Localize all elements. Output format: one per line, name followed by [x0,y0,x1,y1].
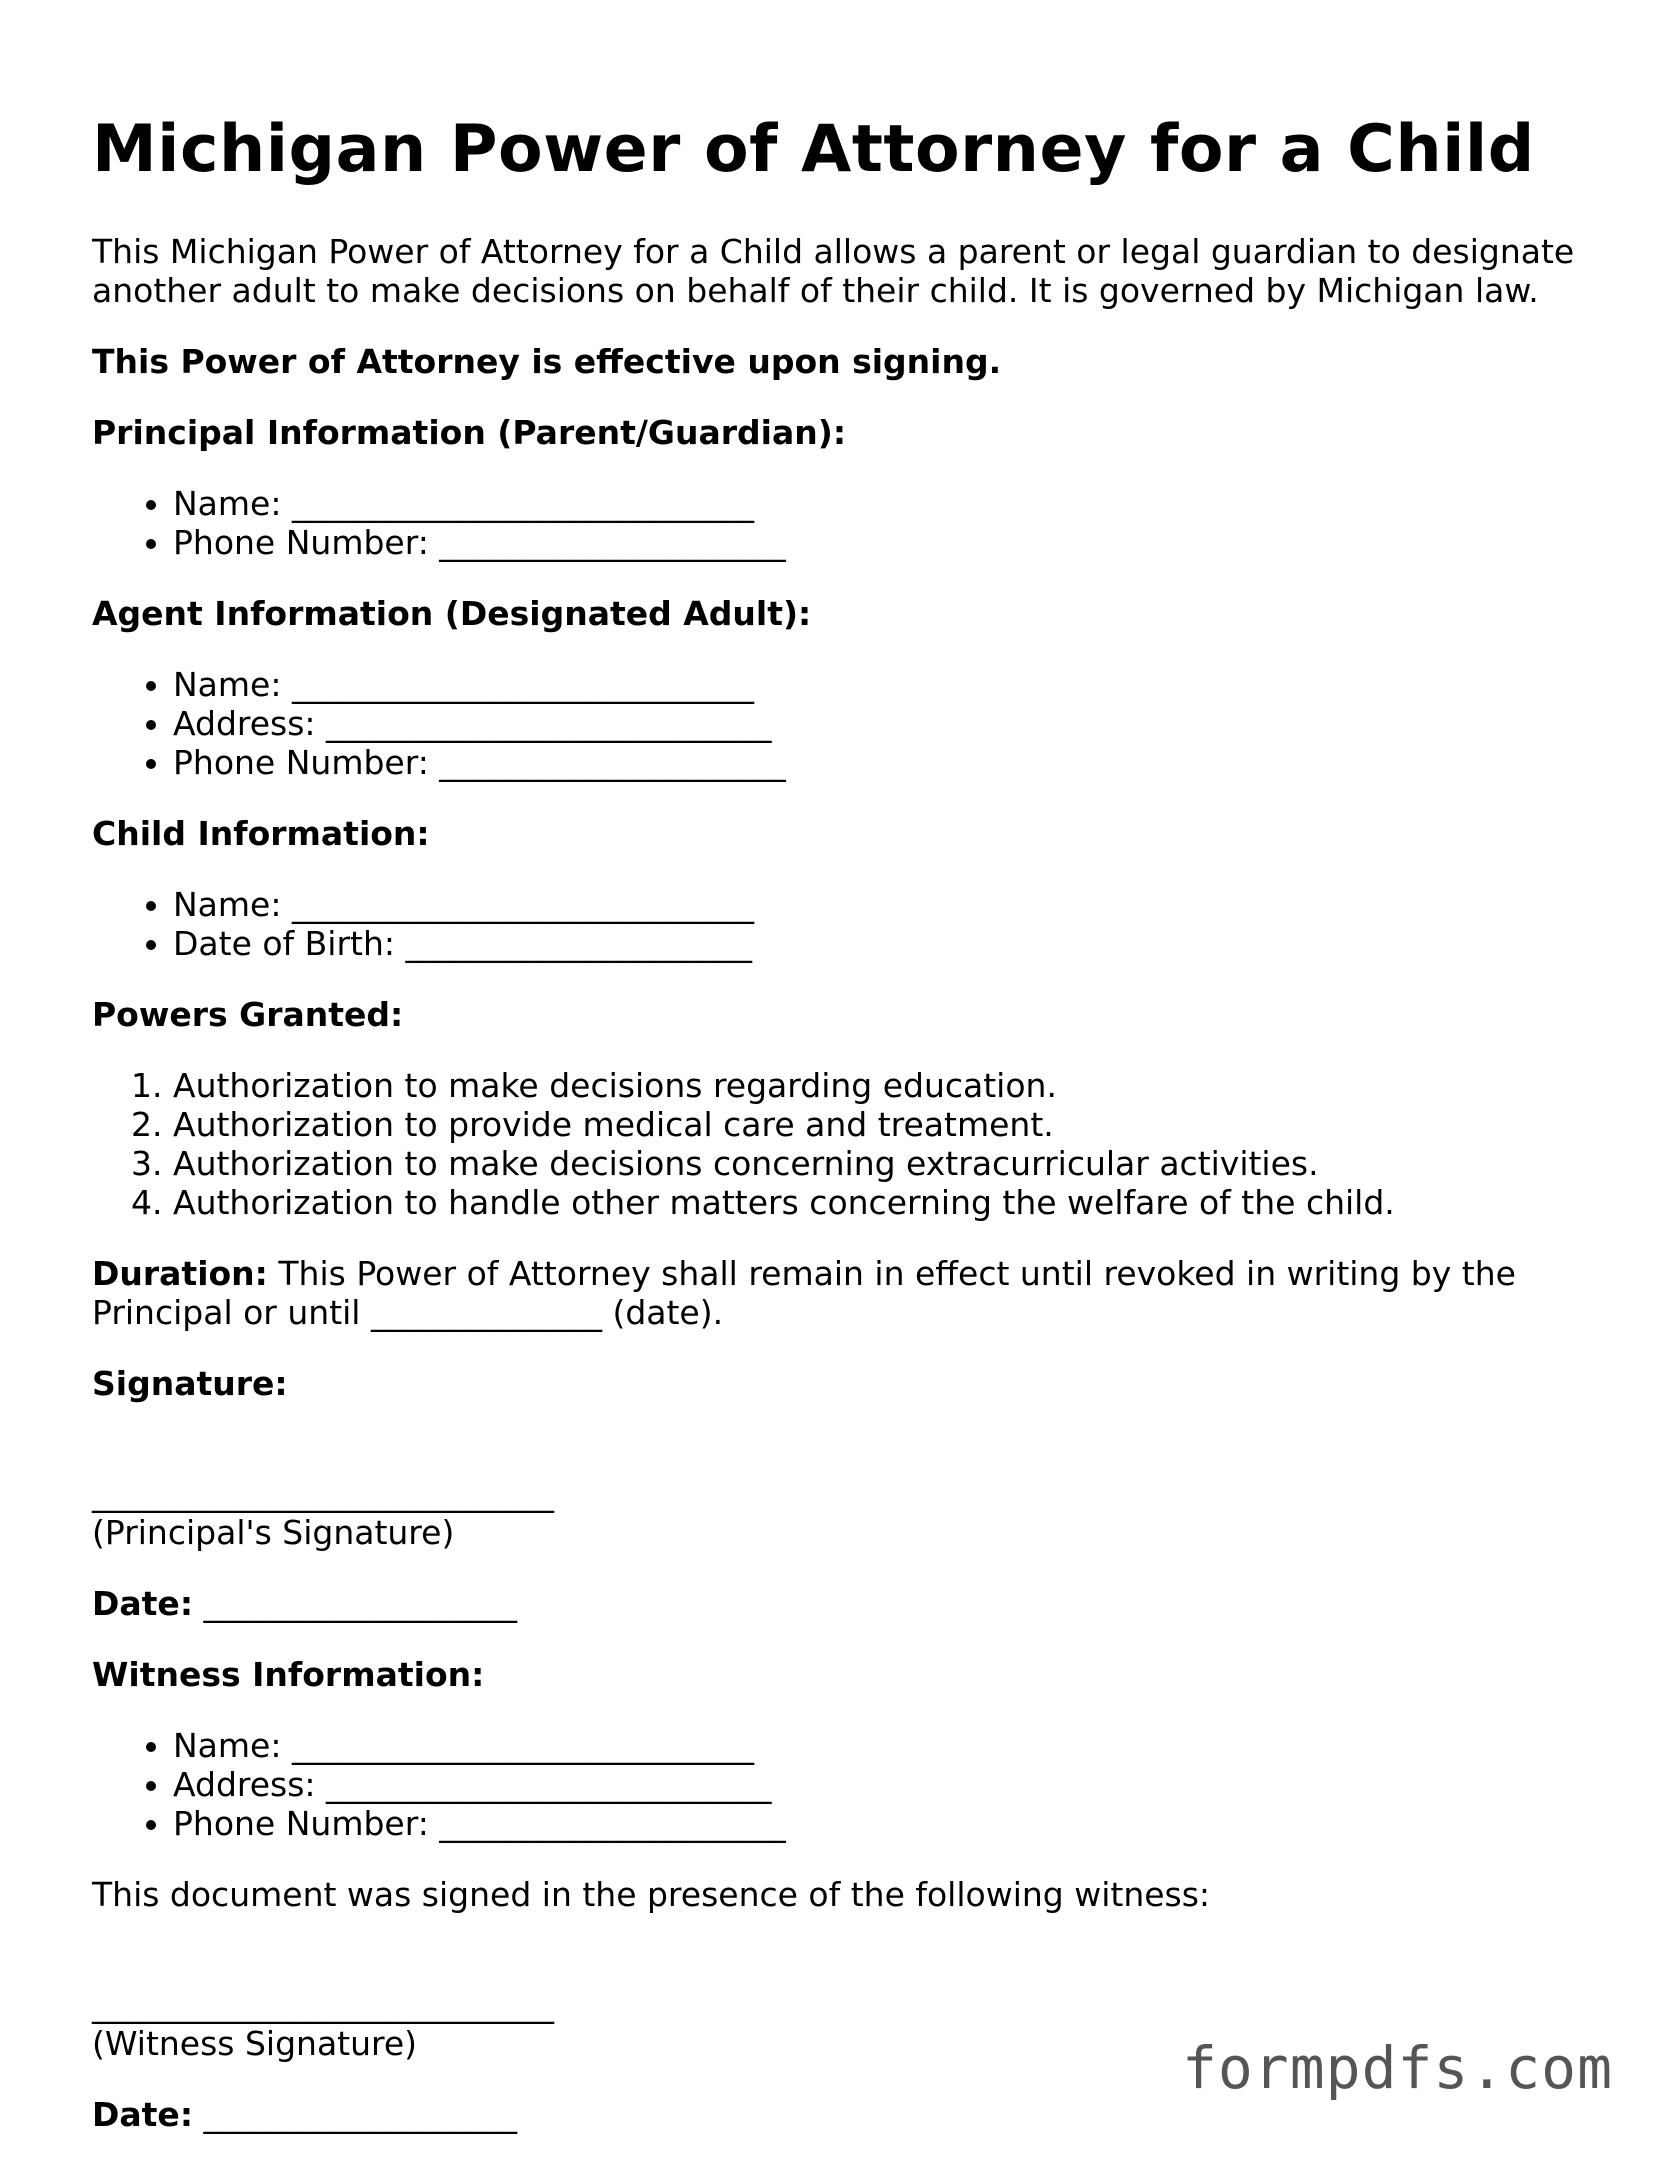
child-name-field[interactable]: • Name: ____________________________ [173,885,1582,924]
child-dob-field[interactable]: • Date of Birth: _____________________ [173,924,1582,963]
document-page [92,110,1582,2166]
witness-fields [92,1726,1582,1843]
agent-address-field[interactable]: • Address: ___________________________ [173,704,1582,743]
witness-phone-field[interactable]: • Phone Number: _____________________ [173,1804,1582,1843]
page-title: Michigan Power of Attorney for a Child [92,112,1535,187]
principal-date-row [92,1584,1582,1623]
witness-address-field[interactable]: • Address: ___________________________ [173,1765,1582,1804]
agent-phone-field[interactable]: • Phone Number: _____________________ [173,743,1582,782]
powers-heading: Powers Granted: [92,995,404,1034]
power-item: 3. Authorization to make decisions concerning extracurricular activities. [173,1144,1582,1183]
principal-fields [92,484,1582,562]
principal-date-line[interactable]: ___________________ [203,1584,518,1623]
agent-fields [92,665,1582,782]
powers-list [92,1066,1582,1222]
child-fields [92,885,1582,963]
principal-name-field[interactable]: • Name: ____________________________ [173,484,1582,523]
child-heading: Child Information: [92,814,430,853]
power-item: 2. Authorization to provide medical care and treatment. [173,1105,1582,1144]
witness-statement: This document was signed in the presence of the following witness: [92,1875,1211,1914]
principal-signature-label: (Principal's Signature) [92,1513,455,1552]
effective-statement: This Power of Attorney is effective upon signing. [92,342,1002,381]
agent-name-field[interactable]: • Name: ____________________________ [173,665,1582,704]
power-item: 1. Authorization to make decisions regarding education. [173,1066,1582,1105]
agent-heading: Agent Information (Designated Adult): [92,594,812,633]
witness-heading: Witness Information: [92,1655,485,1694]
witness-date-line[interactable]: ___________________ [203,2095,518,2134]
power-item: 4. Authorization to handle other matters concerning the welfare of the child. [173,1183,1582,1222]
duration-text: This Power of Attorney shall remain in effect until revoked in writing by the Principal or until ______________ (date). [92,1254,1516,1332]
duration-label: Duration: [92,1254,268,1293]
principal-heading: Principal Information (Parent/Guardian): [92,413,847,452]
duration-paragraph [92,1254,1582,1332]
principal-date-label: Date: [92,1584,194,1623]
witness-name-field[interactable]: • Name: ____________________________ [173,1726,1582,1765]
witness-signature-label: (Witness Signature) [92,2024,418,2063]
witness-date-label: Date: [92,2095,194,2134]
principal-phone-field[interactable]: • Phone Number: _____________________ [173,523,1582,562]
witness-signature-line[interactable]: ____________________________ [92,1985,554,2024]
principal-signature-line[interactable]: ____________________________ [92,1474,554,1513]
watermark-text: formpdfs.com [1181,2034,1613,2102]
signature-heading: Signature: [92,1364,288,1403]
intro-paragraph: This Michigan Power of Attorney for a Child allows a parent or legal guardian to designate another adult to make decisions on behalf of their child. It is governed by Michigan law. [92,232,1575,310]
